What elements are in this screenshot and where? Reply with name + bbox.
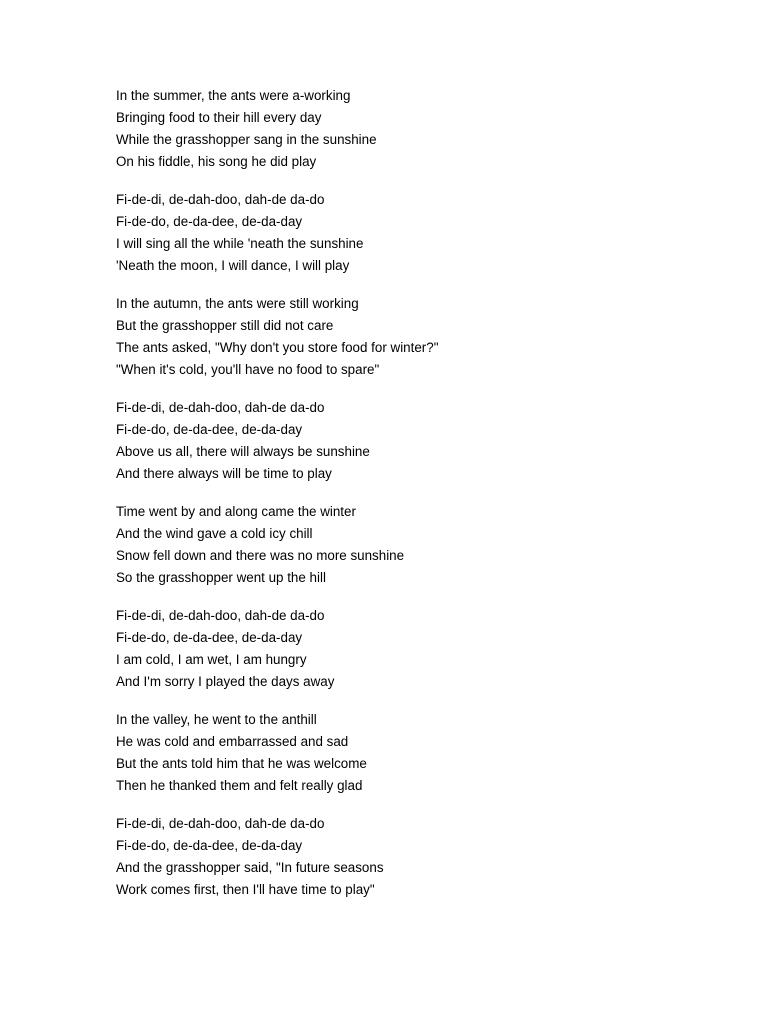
lyric-line: On his fiddle, his song he did play <box>116 154 317 169</box>
lyric-line: Then he thanked them and felt really glad <box>116 778 363 793</box>
lyric-line: He was cold and embarrassed and sad <box>116 734 349 749</box>
lyric-line: Fi-de-di, de-dah-doo, dah-de da-do <box>116 192 325 207</box>
lyric-line: Work comes first, then I'll have time to play" <box>116 882 375 897</box>
lyric-line: 'Neath the moon, I will dance, I will play <box>116 258 350 273</box>
stanza-verse-2 <box>116 293 716 381</box>
stanza-chorus-4 <box>116 813 716 901</box>
lyrics-body <box>116 85 716 917</box>
lyric-line: Fi-de-di, de-dah-doo, dah-de da-do <box>116 608 325 623</box>
stanza-chorus-2 <box>116 397 716 485</box>
lyric-line: In the summer, the ants were a-working <box>116 88 351 103</box>
lyric-line: Fi-de-do, de-da-dee, de-da-day <box>116 630 303 645</box>
stanza-chorus-1 <box>116 189 716 277</box>
stanza-verse-3 <box>116 501 716 589</box>
lyric-line: And I'm sorry I played the days away <box>116 674 335 689</box>
lyric-line: In the valley, he went to the anthill <box>116 712 317 727</box>
lyric-line: But the ants told him that he was welcome <box>116 756 367 771</box>
lyric-line: And the grasshopper said, "In future seasons <box>116 860 384 875</box>
lyric-line: Above us all, there will always be sunshine <box>116 444 370 459</box>
lyric-line: While the grasshopper sang in the sunshine <box>116 132 377 147</box>
lyric-line: Fi-de-do, de-da-dee, de-da-day <box>116 214 303 229</box>
lyric-line: In the autumn, the ants were still working <box>116 296 359 311</box>
lyric-line: And the wind gave a cold icy chill <box>116 526 313 541</box>
lyric-line: So the grasshopper went up the hill <box>116 570 326 585</box>
stanza-chorus-3 <box>116 605 716 693</box>
lyric-line: Fi-de-di, de-dah-doo, dah-de da-do <box>116 816 325 831</box>
lyric-line: Time went by and along came the winter <box>116 504 356 519</box>
lyric-line: I am cold, I am wet, I am hungry <box>116 652 307 667</box>
lyric-line: Fi-de-do, de-da-dee, de-da-day <box>116 838 303 853</box>
lyric-line: Snow fell down and there was no more sunshine <box>116 548 405 563</box>
lyric-line: I will sing all the while 'neath the sunshine <box>116 236 364 251</box>
lyric-line: But the grasshopper still did not care <box>116 318 334 333</box>
lyric-line: Fi-de-do, de-da-dee, de-da-day <box>116 422 303 437</box>
lyric-line: Bringing food to their hill every day <box>116 110 322 125</box>
lyric-line: And there always will be time to play <box>116 466 332 481</box>
lyric-line: "When it's cold, you'll have no food to spare" <box>116 362 380 377</box>
lyric-line: The ants asked, "Why don't you store food for winter?" <box>116 340 439 355</box>
lyric-line: Fi-de-di, de-dah-doo, dah-de da-do <box>116 400 325 415</box>
stanza-verse-1 <box>116 85 716 173</box>
stanza-verse-4 <box>116 709 716 797</box>
